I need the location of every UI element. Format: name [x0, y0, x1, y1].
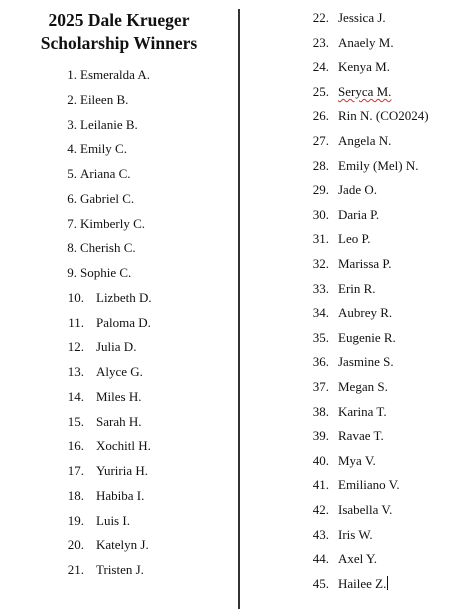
title-line-1: 2025 Dale Krueger — [48, 10, 190, 30]
list-item-number: 29. — [312, 182, 329, 198]
list-item-number: 41. — [312, 477, 329, 493]
list-item-name: Yuriria H. — [96, 463, 148, 478]
list-item-number: 10. — [67, 289, 84, 305]
list-item-name: Ariana C. — [80, 166, 131, 181]
list-item-number: 35. — [312, 329, 329, 345]
list-item-number: 1. — [67, 67, 77, 82]
list-item-number: 11. — [68, 314, 84, 330]
list-item[interactable] — [67, 535, 149, 555]
list-item-name: Iris W. — [338, 526, 373, 542]
list-item-number: 27. — [312, 133, 329, 148]
list-item[interactable] — [67, 139, 127, 159]
list-item[interactable] — [67, 189, 134, 209]
list-item-number: 31. — [312, 231, 329, 247]
list-item[interactable] — [67, 337, 136, 357]
list-item-name: Emily C. — [80, 141, 127, 157]
list-item[interactable] — [309, 549, 377, 569]
list-item-name: Luis I. — [96, 512, 130, 528]
list-item[interactable] — [67, 90, 128, 110]
list-item-number: 38. — [312, 403, 329, 419]
list-item-name: Aubrey R. — [338, 305, 393, 321]
list-item-name: Eileen B. — [80, 91, 129, 107]
list-item[interactable] — [67, 313, 151, 333]
list-item[interactable] — [309, 377, 388, 397]
list-item-number: 22. — [312, 10, 329, 25]
list-item-name: Tristen J. — [96, 562, 144, 577]
list-item-number: 21. — [67, 562, 84, 577]
text-cursor — [387, 576, 388, 590]
list-item-name: Jade O. — [338, 182, 377, 198]
list-item-number: 9. — [67, 265, 77, 280]
list-item[interactable] — [67, 436, 151, 456]
list-item-number: 33. — [312, 280, 329, 296]
list-item-name: Lizbeth D. — [96, 289, 152, 305]
list-item-name: Jessica J. — [338, 10, 386, 25]
list-item-name: Leo P. — [338, 231, 371, 247]
list-item-name: Daria P. — [338, 206, 380, 222]
list-item[interactable] — [309, 574, 388, 594]
list-item-name: Marissa P. — [338, 256, 392, 271]
list-item[interactable] — [67, 461, 148, 481]
list-item-name: Cherish C. — [80, 240, 136, 256]
list-item-number: 20. — [67, 537, 84, 553]
list-item-number: 34. — [312, 305, 329, 321]
list-item-name: Emiliano V. — [338, 477, 400, 493]
list-item-name: Mya V. — [338, 452, 376, 468]
list-item-number: 6. — [67, 190, 77, 206]
list-item-name: Esmeralda A. — [80, 67, 151, 82]
list-item-name: Jasmine S. — [338, 354, 394, 370]
list-item-number: 23. — [312, 34, 329, 50]
list-item-number: 12. — [67, 339, 84, 355]
list-item-name: Kimberly C. — [80, 215, 145, 231]
list-item-name: Habiba I. — [96, 487, 145, 503]
list-item-number: 5. — [67, 166, 77, 181]
list-item-number: 44. — [312, 551, 329, 567]
list-item-number: 39. — [312, 428, 329, 444]
document-title — [14, 9, 224, 55]
list-item[interactable] — [309, 254, 391, 274]
list-item-name: Alyce G. — [96, 364, 143, 379]
list-item-number: 36. — [312, 354, 329, 370]
list-item[interactable] — [67, 486, 144, 506]
list-item[interactable] — [309, 328, 396, 348]
list-item-name: Karina T. — [338, 403, 387, 419]
list-item-number: 37. — [312, 379, 329, 394]
list-item-name: Anaely M. — [338, 34, 394, 50]
list-item[interactable] — [309, 229, 371, 249]
list-item-number: 32. — [312, 256, 329, 271]
list-item[interactable] — [309, 451, 376, 471]
title-line-2: Scholarship Winners — [40, 33, 198, 53]
list-item-number: 8. — [67, 240, 77, 256]
list-item-number: 42. — [312, 502, 329, 517]
list-item[interactable] — [309, 475, 400, 495]
list-item-name: Rin N. (CO2024) — [338, 108, 429, 124]
list-item[interactable] — [309, 8, 386, 28]
list-item-number: 16. — [67, 438, 84, 454]
list-item-number: 25. — [312, 83, 329, 99]
list-item-name: Katelyn J. — [96, 537, 149, 553]
list-item-name: Megan S. — [338, 379, 388, 394]
list-item-number: 19. — [67, 512, 84, 528]
list-item-number: 4. — [67, 141, 77, 157]
list-item-number: 26. — [312, 108, 329, 124]
list-item-name: Julia D. — [96, 339, 137, 355]
list-item-number: 13. — [67, 364, 84, 379]
list-item-name: Hailee Z. — [338, 575, 387, 591]
list-item-name: Ravae T. — [338, 428, 384, 444]
list-item-name: Xochitl H. — [96, 438, 151, 454]
list-item[interactable] — [309, 106, 429, 126]
list-item-name: Axel Y. — [338, 551, 377, 567]
list-item[interactable] — [309, 500, 392, 520]
list-item-number: 14. — [67, 388, 84, 404]
list-item[interactable] — [309, 156, 419, 176]
list-item[interactable] — [67, 164, 131, 184]
list-item-name: Leilanie B. — [80, 116, 138, 132]
list-item[interactable] — [67, 115, 138, 135]
column-divider — [238, 9, 240, 609]
list-item-number: 28. — [312, 157, 329, 173]
list-item[interactable] — [309, 33, 394, 53]
list-item[interactable] — [67, 214, 145, 234]
list-item[interactable] — [309, 402, 387, 422]
list-item-name: Seryca M. — [338, 83, 392, 99]
list-item-number: 18. — [67, 487, 84, 503]
list-item-name: Eugenie R. — [338, 329, 396, 345]
list-item-number: 30. — [312, 206, 329, 222]
list-item[interactable] — [67, 560, 144, 580]
list-item[interactable] — [67, 65, 150, 85]
list-item[interactable] — [67, 362, 143, 382]
list-item-name: Emily (Mel) N. — [338, 157, 419, 173]
list-item[interactable] — [309, 131, 391, 151]
list-item[interactable] — [309, 82, 391, 102]
list-item[interactable] — [309, 525, 373, 545]
list-item[interactable] — [67, 387, 142, 407]
list-item[interactable] — [67, 288, 152, 308]
list-item[interactable] — [309, 303, 392, 323]
list-item-number: 17. — [67, 463, 84, 478]
list-item-number: 40. — [312, 452, 329, 468]
list-item-name: Erin R. — [338, 280, 376, 296]
list-item-number: 2. — [67, 91, 77, 107]
list-item[interactable] — [309, 205, 379, 225]
list-item-name: Miles H. — [96, 388, 142, 404]
list-item-number: 24. — [312, 59, 329, 75]
list-item-name: Isabella V. — [338, 502, 393, 517]
list-item[interactable] — [309, 352, 394, 372]
list-item[interactable] — [67, 238, 136, 258]
list-item-name: Kenya M. — [338, 59, 390, 75]
list-item-number: 7. — [67, 215, 77, 231]
list-item[interactable] — [309, 57, 390, 77]
list-item-name: Paloma D. — [96, 314, 151, 330]
list-item-name: Gabriel C. — [80, 190, 135, 206]
list-item[interactable] — [309, 426, 384, 446]
list-item-number: 3. — [67, 116, 77, 132]
list-item-number: 45. — [312, 575, 329, 591]
list-item-name: Angela N. — [338, 133, 392, 148]
list-item[interactable] — [67, 263, 131, 283]
list-item-name: Sarah H. — [96, 413, 142, 429]
list-item-number: 43. — [312, 526, 329, 542]
list-item[interactable] — [67, 412, 142, 432]
list-item[interactable] — [309, 180, 377, 200]
list-item[interactable] — [67, 511, 130, 531]
list-item[interactable] — [309, 279, 376, 299]
list-item-name: Sophie C. — [80, 265, 132, 280]
list-item-number: 15. — [67, 413, 84, 429]
